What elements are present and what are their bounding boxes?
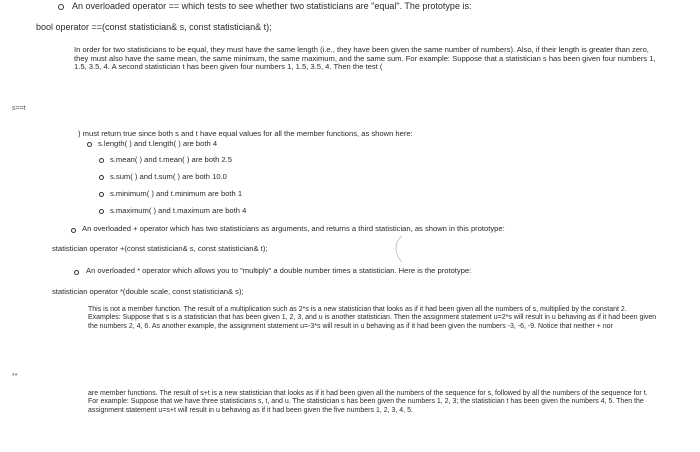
multiply-description: This is not a member function. The result of a multiplication such as 2*s is a new statistician that looks as if it had been given all the numbers of s, multiplied by the constant 2. Examples: Suppose that s is a statistician that has been given 1, 2, 3, and u is another statistician. Then the assignment statement u=2*s will result in u behaving as if it had been given the numbers 2, 4, 6. As another example, the assignment statement u=-3*s will result in u behaving as if it had been given the numbers -3, -6, -9. Notice that neither + nor [88, 306, 657, 330]
bullet-marker [87, 142, 92, 147]
pen-mark [392, 234, 406, 264]
list-item: s.minimum( ) and t.minimum are both 1 [110, 189, 243, 198]
bullet-equality-operator: An overloaded operator == which tests to see whether two statisticians are "equal". The prototype is: [72, 1, 472, 11]
equality-continuation: ) must return true since both s and t have equal values for all the member functions, as shown here: [78, 129, 413, 138]
list-item: s.sum( ) and t.sum( ) are both 10.0 [110, 172, 227, 181]
bullet-marker [99, 158, 104, 163]
bullet-marker [99, 209, 104, 214]
multiply-continuation: are member functions. The result of s+t is a new statistician that looks as if it had been given all the numbers of the sequence for s, followed by all the numbers of the sequence for t. For example: Suppose that we have three statisticians s, t, and u. The statistician s has been given the numbers 1, 2, 3; the statistician t has been given the numbers 4, 5. Then the assignment statement u=s+t will result in u behaving as if it had been given the five numbers 1, 2, 3, 4, 5. [88, 390, 648, 414]
bullet-marker [71, 228, 76, 233]
bullet-plus-operator: An overloaded + operator which has two statisticians as arguments, and returns a third statistician, as shown in this prototype: [82, 224, 505, 233]
bullet-marker [74, 270, 79, 275]
plus-prototype: statistician operator +(const statistician& s, const statistician& t); [52, 244, 268, 253]
bullet-multiply-operator: An overloaded * operator which allows you to "multiply" a double number times a statistician. Here is the prototype: [86, 266, 472, 275]
side-label-equality: s==t [12, 105, 26, 112]
equality-prototype: bool operator ==(const statistician& s, const statistician& t); [36, 22, 272, 32]
list-item: s.maximum( ) and t.maximum are both 4 [110, 206, 247, 215]
list-item: s.length( ) and t.length( ) are both 4 [98, 139, 218, 148]
equality-description: In order for two statisticians to be equal, they must have the same length (i.e., they have been given the same number of numbers). Also, if their length is greater than zero, they must also have the same mean, the same minimum, the same maximum, and the same sum. For example: Suppose that a statistician s has been given four numbers 1, 1.5, 3.5, 4. A second statistician t has been given four numbers 1, 1.5, 3.5, 4. Then the test ( [74, 45, 656, 72]
bullet-marker [99, 175, 104, 180]
multiply-prototype: statistician operator *(double scale, const statistician& s); [52, 287, 244, 296]
side-label-multiply: ** [12, 373, 18, 380]
bullet-marker [58, 4, 64, 10]
bullet-marker [99, 192, 104, 197]
list-item: s.mean( ) and t.mean( ) are both 2.5 [110, 155, 232, 164]
